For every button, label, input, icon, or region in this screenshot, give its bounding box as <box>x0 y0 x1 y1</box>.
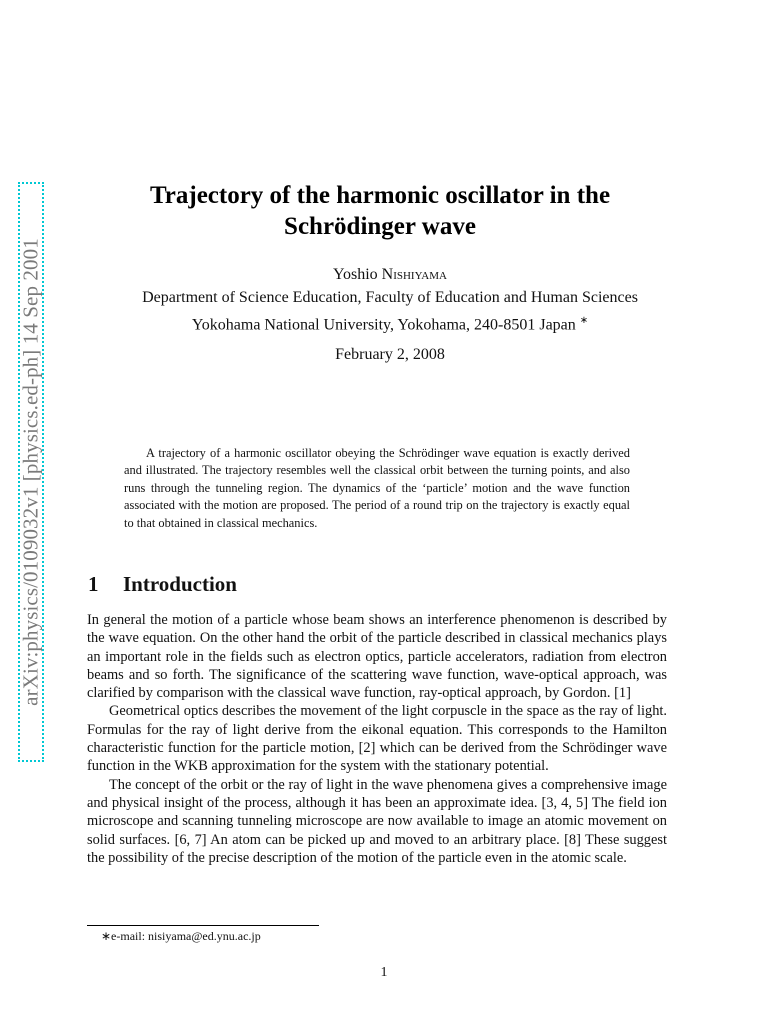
footnote-marker: ∗ <box>579 315 589 326</box>
author <box>70 264 710 286</box>
university-text: Yokohama National University, Yokohama, 240-8501 Japan <box>191 316 576 334</box>
footnote-email: ∗e-mail: nisiyama@ed.ynu.ac.jp <box>101 929 261 943</box>
paragraph-3: The concept of the orbit or the ray of light in the wave phenomena gives a comprehensive image and physical insight of the process, although it has been an approximate idea. [3, 4, 5] The field ion microscope and scanning tunneling microscope are now available to image an atomic movement on solid surfaces. [6, 7] An atom can be picked up and moved to an arbitrary place. [8] These suggest the possibility of the precise description of the motion of the particle even in the atomic scale. <box>87 776 667 866</box>
title-line-1: Trajectory of the harmonic oscillator in the <box>149 182 611 209</box>
section-body <box>87 611 667 867</box>
title-line-2: Schrödinger wave <box>284 213 476 240</box>
affiliation-department: Department of Science Education, Faculty of Education and Human Sciences <box>142 289 638 306</box>
section-heading <box>88 572 237 597</box>
paragraph-1: In general the motion of a particle whose beam shows an interference phenomenon is described by the wave equation. On the other hand the orbit of the particle described in classical mechanics plays an important role in the fields such as electron optics, particle accelerators, radiation from electron beams and so forth. The significance of the scattering wave function, wave-optical approach, was clarified by comparison with the classical wave function, ray-optical approach, by Gordon. [1] <box>87 612 667 702</box>
author-last-name: Nishiyama <box>381 266 447 283</box>
affiliation-university <box>70 310 710 336</box>
page-number: 1 <box>380 965 388 980</box>
arxiv-identifier: arXiv:physics/0109032v1 [physics.ed-ph] 14 Sep 2001 <box>18 238 43 706</box>
section-title: Introduction <box>123 572 237 596</box>
footnote-divider <box>87 925 319 926</box>
paper-date: February 2, 2008 <box>335 346 445 363</box>
paper-title <box>80 180 680 242</box>
arxiv-identifier-stamp[interactable] <box>18 182 44 762</box>
author-first-name: Yoshio <box>333 266 378 283</box>
abstract: A trajectory of a harmonic oscillator obeying the Schrödinger wave equation is exactly derived and illustrated. The trajectory resembles well the classical orbit between the turning points, and also runs through the tunneling region. The dynamics of the ‘particle’ motion and the wave function associated with the motion are proposed. The period of a round trip on the trajectory is exactly equal to that obtained in classical mechanics. <box>124 446 630 530</box>
section-number: 1 <box>88 572 99 596</box>
paragraph-2: Geometrical optics describes the movement of the light corpuscle in the space as the ray of light. Formulas for the ray of light derive from the eikonal equation. This corresponds to the Hamilton characteristic function for the particle motion, [2] which can be derived from the Schrödinger wave function in the WKB approximation for the system with the stationary potential. <box>87 703 667 775</box>
